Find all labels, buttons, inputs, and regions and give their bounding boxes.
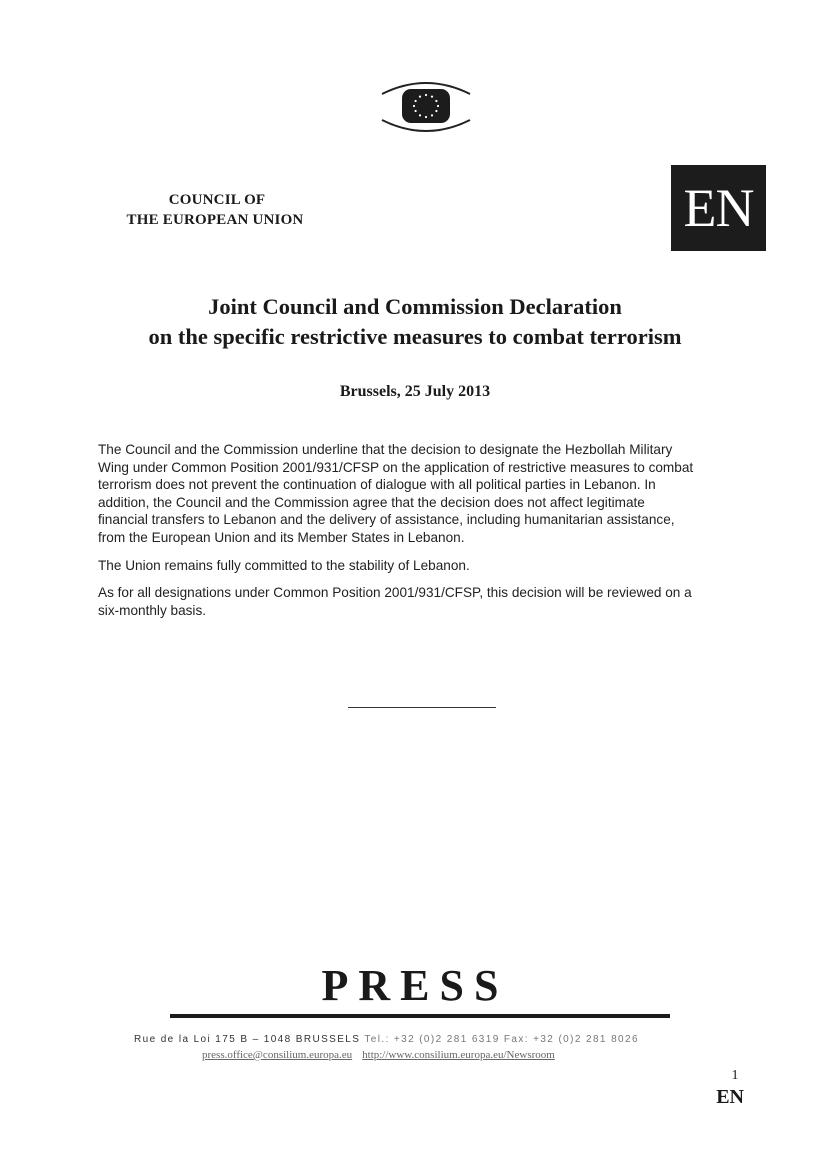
eu-council-logo-icon bbox=[378, 78, 474, 134]
footer-address: Rue de la Loi 175 B – 1048 BRUSSELS bbox=[134, 1034, 361, 1045]
paragraph-line: As for all designations under Common Position 2001/931/CFSP, this decision will be reviewed on a bbox=[98, 585, 692, 601]
footer-tel: Tel.: +32 (0)2 281 6319 bbox=[364, 1034, 500, 1045]
paragraph-line: The Council and the Commission underline that the decision to designate the Hezbollah Military bbox=[98, 442, 673, 457]
paragraph-line: The Union remains fully committed to the stability of Lebanon. bbox=[98, 557, 470, 573]
page-number: 1 bbox=[731, 1068, 739, 1083]
body-paragraph-2 bbox=[98, 557, 748, 575]
footer-website-link[interactable]: http://www.consilium.europa.eu/Newsroom bbox=[362, 1049, 555, 1061]
press-rule bbox=[170, 1014, 670, 1018]
council-name-line1: COUNCIL OF bbox=[168, 192, 266, 208]
paragraph-line: financial transfers to Lebanon and the delivery of assistance, including humanitarian assistance, bbox=[98, 512, 675, 528]
paragraph-line: addition, the Council and the Commission agree that the decision does not affect legitimate bbox=[98, 494, 645, 510]
document-title bbox=[60, 292, 770, 352]
body-paragraph-3 bbox=[98, 584, 748, 619]
language-box: EN bbox=[671, 165, 766, 251]
document-date: Brussels, 25 July 2013 bbox=[339, 383, 491, 400]
footer-links-line bbox=[202, 1048, 702, 1062]
footer-contact-line bbox=[134, 1033, 734, 1047]
section-divider bbox=[348, 707, 496, 708]
paragraph-line: terrorism does not prevent the continuation of dialogue with all political parties in Lebanon. In bbox=[98, 477, 656, 493]
paragraph-line: from the European Union and its Member States in Lebanon. bbox=[98, 529, 465, 545]
footer-fax: Fax: +32 (0)2 281 8026 bbox=[503, 1034, 639, 1045]
council-name-line2: THE EUROPEAN UNION bbox=[126, 212, 304, 228]
press-heading: PRESS bbox=[321, 961, 509, 1010]
footer-email-link[interactable]: press.office@consilium.europa.eu bbox=[202, 1049, 353, 1061]
title-line2: on the specific restrictive measures to combat terrorism bbox=[148, 324, 682, 349]
paragraph-line: Wing under Common Position 2001/931/CFSP on the application of restrictive measures to combat bbox=[98, 459, 694, 475]
council-name bbox=[112, 190, 322, 230]
document-body bbox=[98, 441, 748, 629]
title-line1: Joint Council and Commission Declaration bbox=[208, 294, 622, 319]
paragraph-line: six-monthly basis. bbox=[98, 602, 207, 618]
body-paragraph-1 bbox=[98, 441, 748, 547]
page-language: EN bbox=[716, 1086, 744, 1108]
